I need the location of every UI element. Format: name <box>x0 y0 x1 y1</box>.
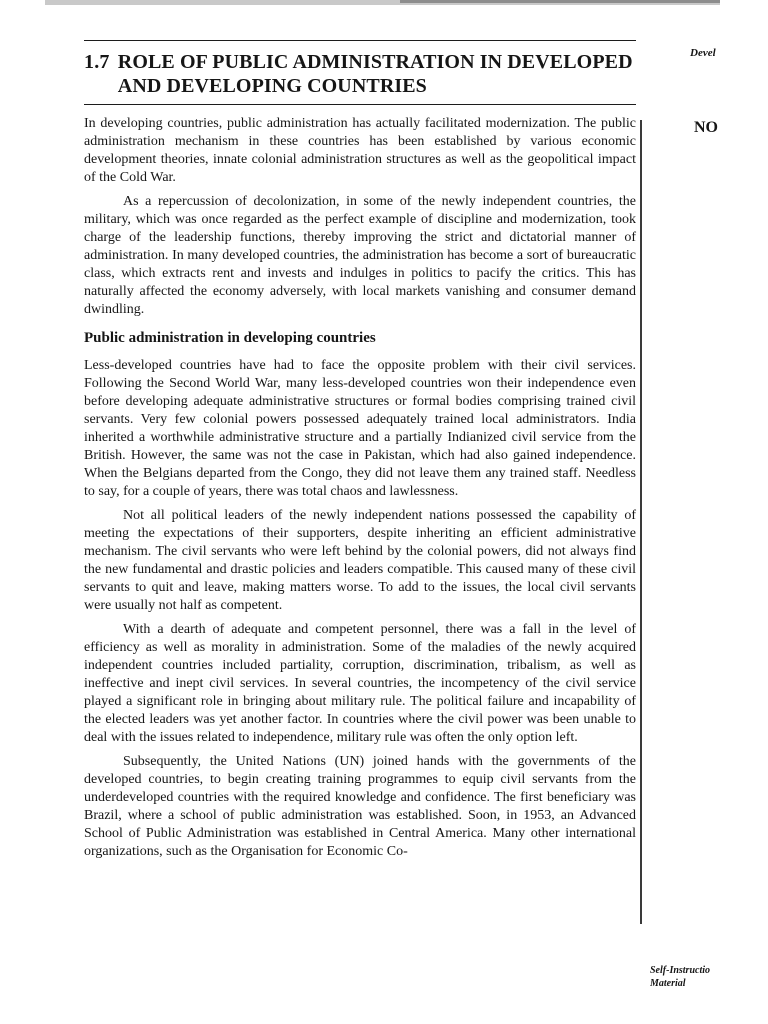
paragraph-united-nations: Subsequently, the United Nations (UN) joined hands with the governments of the developed countries, to begin creating training programmes to equip civil servants from the underdeveloped countries with the required knowledge and confidence. The first beneficiary was Brazil, where a school of public administration was established. Soon, in 1953, an Advanced School of Public Administration was established in Central America. Many other international organizations, such as the Organisation for Economic Co- <box>84 754 636 859</box>
paragraph-dearth-personnel: With a dearth of adequate and competent personnel, there was a fall in the level of efficiency as well as morality in administration. Some of the maladies of the newly acquired independent countries included partiality, corruption, discrimination, tribalism, as well as ineffective and inept civil services. In several countries, the incompetency of the civil service played a significant role in bringing about military rule. The political failure and incapability of the elected leaders was yet another factor. In countries where the civil power was been unable to deal with the issues related to independence, military rule was often the only option left. <box>84 622 636 745</box>
paragraph-political-leaders: Not all political leaders of the newly independent nations possessed the capability of meeting the expectations of their supporters, despite inheriting an efficient administrative mechanism. The civil servants who were left behind by the colonial powers, did not always find the new fundamental and drastic policies and leaders compatible. This caused many of these civil servants to quit and leave, making matters worse. To add to the issues, the local civil servants were usually not half as competent. <box>84 508 636 613</box>
margin-bottom-line-2: Material <box>650 978 686 989</box>
paragraph-less-developed: Less-developed countries have had to face the opposite problem with their civil services. Following the Second World War, many less-developed countries won their independence even before developing adequate administrative structures or formal bodies comprising trained civil servants. Very few colonial powers possessed adequately trained local administrators. India inherited a worthwhile administrative structure and a partially Indianized civil service from the British. However, the same was not the case in Pakistan, which had also gained independence. When the Belgians departed from the Congo, they did not leave them any trained staff. Needless to say, for a couple of years, there was total chaos and lawlessness. <box>84 358 636 499</box>
section-heading-row <box>84 50 636 98</box>
paragraph-intro: In developing countries, public administration has actually facilitated modernization. The public administration mechanism in these countries has been established by various economic development theories, innate colonial administration structures as well as the geopolitical impact of the Cold War. <box>84 116 636 185</box>
paragraph-decolonization: As a repercussion of decolonization, in some of the newly independent countries, the military, which was once regarded as the perfect example of discipline and modernization, took charge of the leadership functions, thereby improving the strict and dictatorial manner of administration. In many developed countries, the administration has become a sort of bureaucratic class, which extracts rent and invests and indulges in politics to pacify the critics. This has naturally affected the economy adversely, with local markets vanishing and consumer demand dwindling. <box>84 194 636 317</box>
subheading: Public administration in developing countries <box>84 330 376 346</box>
margin-notes-label: NO <box>694 119 718 136</box>
section-heading <box>84 40 636 105</box>
top-scan-rule-dark <box>400 0 720 3</box>
section-title: ROLE OF PUBLIC ADMINISTRATION IN DEVELOPED AND DEVELOPING COUNTRIES <box>117 51 633 97</box>
margin-rule <box>640 120 642 924</box>
margin-bottom-line-1: Self-Instructio <box>650 965 711 976</box>
margin-bottom-label <box>650 964 726 990</box>
section-number: 1.7 <box>84 51 110 73</box>
margin-top-label: Devel <box>690 47 716 59</box>
document-page <box>84 40 636 867</box>
